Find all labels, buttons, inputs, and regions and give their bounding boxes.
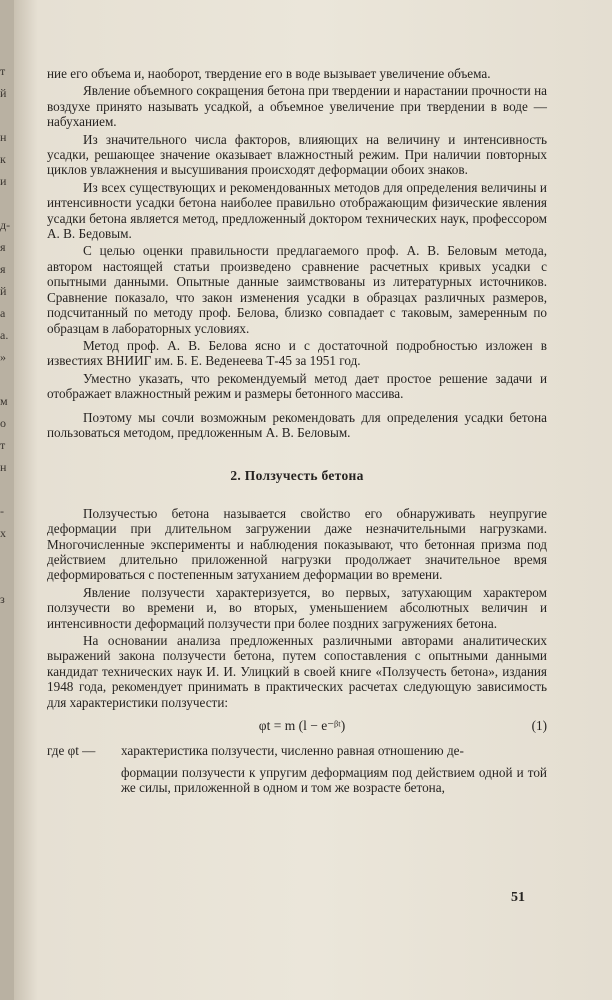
section-heading: 2. Ползучесть бетона [230,468,364,484]
paragraph-6: Метод проф. А. В. Белова ясно и с достаточной подробностью изложен в известиях ВНИИГ им. Б. Е. Веденеева Т-45 за 1951 год. [47,337,547,369]
section-paragraph-1: Ползучестью бетона называется свойство его обнаруживать неупругие деформации при длительном загружении даже незначительными нагрузками. Многочисленные эксперименты и наблюдения показывают, что бетонная призма под действием длительно приложенной нагрузки продолжает значительное время деформироваться с постепенным затуханием деформации во времени. [47,505,547,583]
edge-fragment: д- [0,218,11,232]
edge-fragment: т [0,64,6,78]
left-page-edge-fragments [0,60,12,610]
edge-fragment: - [0,504,4,518]
edge-fragment: н [0,130,7,144]
edge-fragment: о [0,416,6,430]
edge-fragment: я [0,240,6,254]
edge-fragment [0,544,12,566]
edge-fragment: н [0,460,7,474]
edge-fragment [0,368,12,390]
edge-fragment: » [0,350,6,364]
section-paragraph-3: На основании анализа предложенных различными авторами аналитических выражений закона ползучести бетона, путем сопоставления с опытными данными кандидат технических наук И. И. Улицкий в своей книге «Ползучесть бетона», издания 1948 года, рекомендует принимать в практических расчетах следующую зависимость для характеристики ползучести: [47,633,547,710]
paragraph-3: Из значительного числа факторов, влияющих на величину и интенсивность усадки, решающее значение оказывает влажностный режим. При наличии повторных циклов увлажнения и высушивания происходят деформации обоих знаков. [47,131,547,178]
edge-fragment: а [0,306,6,320]
page-text-block [47,66,547,798]
edge-fragment: и [0,174,7,188]
edge-fragment: з [0,592,5,606]
paragraph-1: ние его объема и, наоборот, твердение его в воде вызывает увеличение объема. [47,66,491,81]
edge-fragment [0,192,12,214]
edge-fragment: к [0,152,6,166]
edge-fragment: я [0,262,6,276]
paragraph-4: Из всех существующих и рекомендованных методов для определения величины и интенсивности усадки бетона наиболее правильно отображающим физические явления усадки бетона является метод, предложенный доктором технических наук, профессором А. В. Бедовым. [47,179,547,242]
where-line-2: формации ползучести к упругим деформациям под действием одной и той же силы, приложенной в одном и том же возрасте бетона, [121,764,547,796]
book-page [14,0,612,1000]
where-line-1: характеристика ползучести, численно равная отношению де- [121,743,464,759]
edge-fragment: а. [0,328,9,342]
formula-1 [47,718,547,733]
edge-fragment: й [0,284,7,298]
edge-fragment [0,478,12,500]
edge-fragment: т [0,438,6,452]
where-definition [47,743,547,758]
edge-fragment: х [0,526,6,540]
formula-expression: φt = m (l − e⁻ᵝᵗ) [258,718,346,734]
paragraph-2: Явление объемного сокращения бетона при твердении и нарастании прочности на воздухе принято называть усадкой, а объемное увеличение при твердении в воде — набуханием. [47,83,547,130]
formula-number: (1) [531,718,547,734]
paragraph-8: Поэтому мы сочли возможным рекомендовать для определения усадки бетона пользоваться методом, предложенным А. В. Беловым. [47,409,547,440]
edge-fragment: м [0,394,8,408]
paragraph-5: С целью оценки правильности предлагаемого проф. А. В. Беловым метода, автором настоящей статьи произведено сравнение расчетных кривых усадки с опытными данными. Опытные данные заимствованы из литературных источников. Сравнение показало, что закон изменения усадки в образцах различных размеров, подсчитанный по методу проф. Белова, близко совпадает с таковым, замеренным по образцам в лабораторных условиях. [47,243,547,336]
where-label: где φt — [47,743,96,759]
page-number: 51 [511,890,525,905]
edge-fragment [0,566,12,588]
edge-fragment: й [0,86,7,100]
edge-fragment [0,104,12,126]
paragraph-7: Уместно указать, что рекомендуемый метод дает простое решение задачи и отображает влажностный режим и размеры бетонного массива. [47,370,547,402]
section-paragraph-2: Явление ползучести характеризуется, во первых, затухающим характером ползучести во времени и, во вторых, уменьшением абсолютных величин и интенсивности деформаций ползучести при более поздних загружениях бетона. [47,584,547,631]
